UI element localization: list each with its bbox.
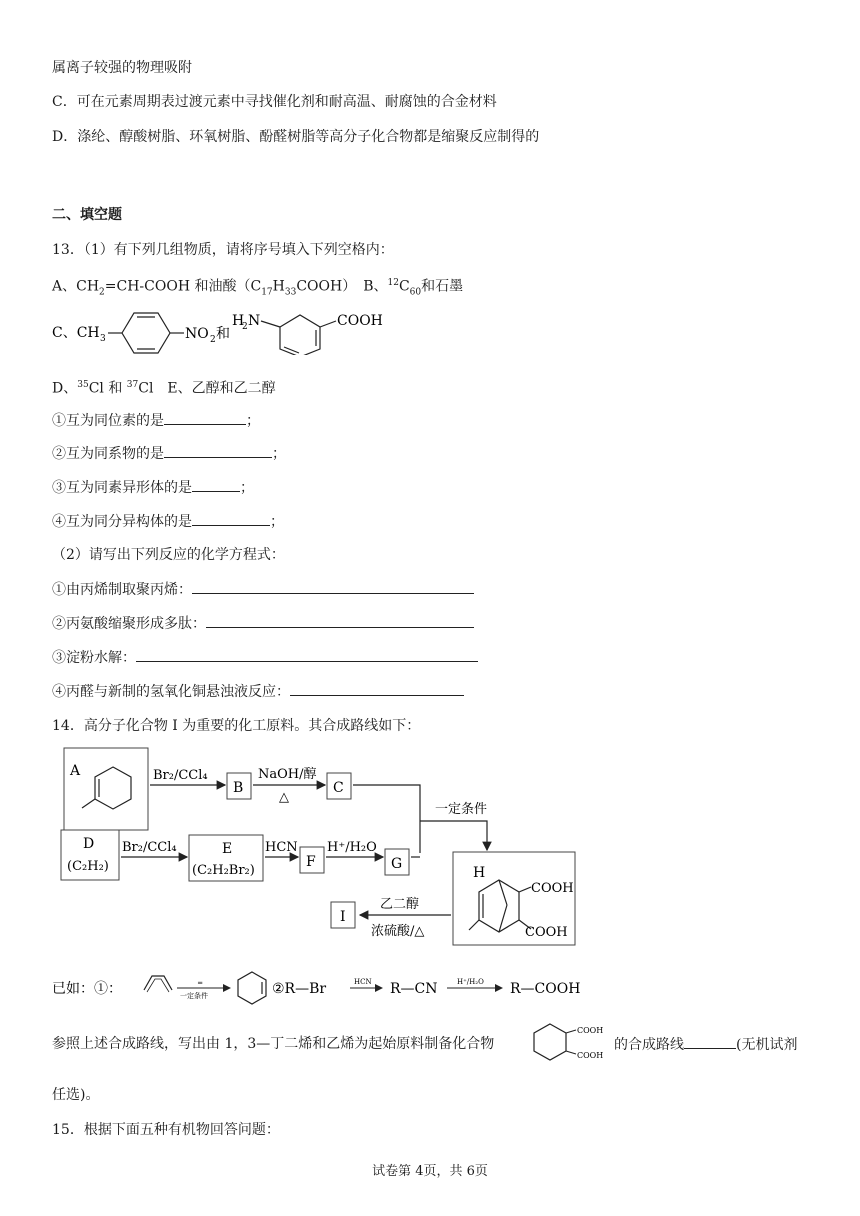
answer-blank[interactable] xyxy=(136,647,478,662)
h2n-sub: 2 xyxy=(242,322,248,332)
target-cooh-top: COOH xyxy=(577,1026,604,1035)
answer-blank[interactable] xyxy=(164,410,246,425)
option-c-svg xyxy=(52,305,392,355)
option-d: D．涤纶、醇酸树脂、环氧树脂、酚醛树脂等高分子化合物都是缩聚反应制得的 xyxy=(52,129,540,145)
text-line-1: 属离子较强的物理吸附 xyxy=(52,60,192,76)
q13-blank-3: ③互为同素异形体的是 ； xyxy=(52,477,254,498)
rcn-label: R—CN xyxy=(390,981,438,997)
section-heading: 二、填空题 xyxy=(52,207,122,223)
q13-option-a-b: A、$CH_2=CH$-COOH 和油酸$(C_{17}H_{33}COOH)$ B、$^{12}C_{60}$和石墨 xyxy=(52,278,464,298)
q14-task: 参照上述合成路线，写出由 1，3—丁二烯和乙烯为起始原料制备化合物 xyxy=(52,1036,495,1052)
rcooh-label: R—COOH xyxy=(510,981,581,997)
answer-blank[interactable] xyxy=(290,681,464,696)
reagent-glycol: 乙二醇 xyxy=(380,897,420,912)
bond-4 xyxy=(320,321,336,327)
cooh-top: COOH xyxy=(531,881,574,896)
box-a xyxy=(64,748,148,830)
reagent-br2-2: Br₂/CCl₄ xyxy=(122,840,177,855)
label-g: G xyxy=(391,856,403,872)
c-sub3: 3 xyxy=(100,334,106,344)
no2-sub: 2 xyxy=(210,335,216,345)
label-e: E xyxy=(222,841,233,857)
ethylene-small: ═ xyxy=(198,979,203,987)
known-reactions xyxy=(52,968,612,1008)
answer-blank[interactable] xyxy=(164,443,272,458)
reagent-delta: △ xyxy=(279,790,289,805)
q13-blank-2: ②互为同系物的是 ； xyxy=(52,443,286,464)
hcn-small: HCN xyxy=(354,978,372,986)
answer-blank[interactable] xyxy=(206,613,474,628)
scheme-svg xyxy=(55,745,595,950)
label-a: A xyxy=(70,763,81,779)
q15-intro: 15．根据下面五种有机物回答问题： xyxy=(52,1122,280,1138)
cooh-bottom: COOH xyxy=(525,925,568,940)
reagent-h-h2o: H⁺/H₂O xyxy=(327,840,377,855)
cond-small: 一定条件 xyxy=(180,992,208,1000)
target-compound xyxy=(530,1020,608,1066)
reagent-naoh: NaOH/醇 xyxy=(258,767,317,782)
reagent-acid: 浓硫酸/△ xyxy=(371,924,425,939)
known-label: 已如：①： xyxy=(52,981,122,997)
label-f: F xyxy=(306,854,316,870)
q13-eq-4: ④丙醛与新制的氢氧化铜悬浊液反应： xyxy=(52,681,464,702)
no2-label: NO xyxy=(185,326,209,342)
label-c: C xyxy=(333,780,344,796)
ring-a xyxy=(95,767,131,809)
q13-eq-1: ①由丙烯制取聚丙烯： xyxy=(52,579,474,600)
and-label: 和 xyxy=(216,326,230,342)
label-i: I xyxy=(340,909,346,925)
q13-part-2: （2）请写出下列反应的化学方程式： xyxy=(52,547,285,563)
q14-task-end: 的合成路线 (无机试剂 xyxy=(614,1034,797,1055)
answer-blank[interactable] xyxy=(192,477,240,492)
q14-task-cont: 任选)。 xyxy=(52,1087,100,1103)
answer-blank[interactable] xyxy=(192,579,474,594)
q13-blank-1: ①互为同位素的是 ； xyxy=(52,410,260,431)
q14-intro: 14．高分子化合物 I 为重要的化工原料。其合成路线如下： xyxy=(52,718,421,734)
known-svg xyxy=(52,968,612,1008)
q13-eq-3: ③淀粉水解： xyxy=(52,647,478,668)
target-bond xyxy=(566,1051,576,1054)
synthesis-scheme xyxy=(55,745,595,950)
bond-3 xyxy=(261,321,280,327)
benzene-ring-1 xyxy=(122,313,170,353)
cooh-label: COOH xyxy=(337,313,383,329)
q13-eq-2: ②丙氨酸缩聚形成多肽： xyxy=(52,613,474,634)
target-cooh-bottom: COOH xyxy=(577,1051,604,1060)
arrow-to-h xyxy=(420,821,487,850)
label-b: B xyxy=(233,780,244,796)
reagent-br2-1: Br₂/CCl₄ xyxy=(153,768,208,783)
q13-blank-4: ④互为同分异构体的是 ； xyxy=(52,511,284,532)
reagent-hcn: HCN xyxy=(265,840,298,855)
benzene-ring-2 xyxy=(280,315,320,355)
page-footer: 试卷第 4页，共 6页 xyxy=(372,1164,488,1179)
h2n-label: H xyxy=(232,313,245,329)
answer-blank[interactable] xyxy=(192,511,270,526)
target-svg xyxy=(530,1020,608,1066)
formula-e: (C₂H₂Br₂) xyxy=(192,863,255,878)
butadiene xyxy=(144,976,172,990)
reagent-cond: 一定条件 xyxy=(435,802,488,817)
cooh-bond xyxy=(519,887,531,892)
target-bond xyxy=(566,1030,576,1033)
label-d: D xyxy=(83,836,95,852)
q13-option-c-structure xyxy=(52,305,392,355)
bicyclic-ring xyxy=(479,880,519,932)
q13-option-d-e: D、$^{35}$Cl 和 $^{37}$Cl E、乙醇和乙二醇 xyxy=(52,380,276,397)
methyl-bond xyxy=(82,799,95,808)
butadiene-inner xyxy=(147,979,169,992)
q13-intro: 13．（1）有下列几组物质，请将序号填入下列空格内： xyxy=(52,242,394,258)
label-h: H xyxy=(473,865,486,881)
target-ring xyxy=(534,1024,566,1060)
answer-blank[interactable] xyxy=(684,1034,736,1049)
known-2-label: ②R—Br xyxy=(272,981,327,997)
h2o-small: H⁺/H₂O xyxy=(457,978,484,986)
c-label: C、CH xyxy=(52,325,100,341)
option-c: C．可在元素周期表过渡元素中寻找催化剂和耐高温、耐腐蚀的合金材料 xyxy=(52,94,497,110)
formula-d: (C₂H₂) xyxy=(67,859,109,874)
h2n-n: N xyxy=(248,313,261,329)
methyl-bond xyxy=(469,920,479,930)
